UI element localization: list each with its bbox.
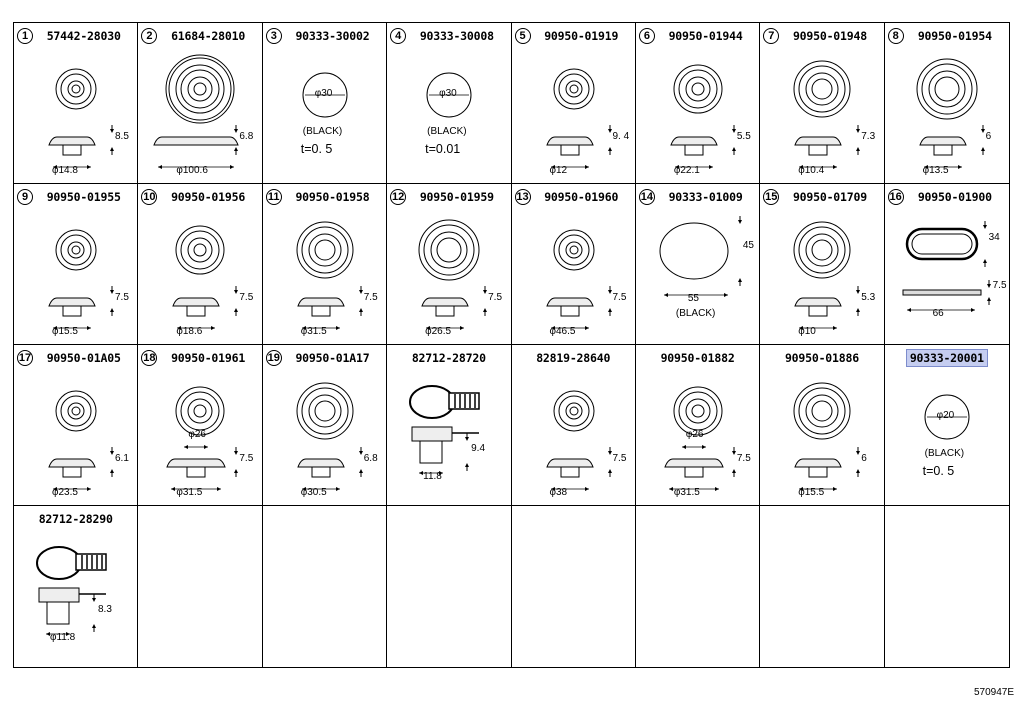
part-drawing	[885, 206, 1009, 344]
part-number: 90950-01960	[544, 190, 619, 204]
cell-header	[17, 26, 134, 46]
part-drawing	[387, 367, 511, 505]
part-number: 57442-28030	[46, 29, 121, 43]
part-cell-90950-01955	[14, 184, 138, 345]
empty-cell	[263, 506, 387, 667]
part-drawing	[885, 45, 1009, 183]
dimension-label: φ100.6	[176, 165, 208, 176]
part-cell-90333-20001	[885, 345, 1009, 506]
part-drawing	[387, 45, 511, 183]
cell-header	[266, 187, 383, 207]
dimension-label: φ30	[439, 88, 457, 99]
item-number-badge: 13	[516, 191, 529, 203]
part-cell-90333-30002	[263, 23, 387, 184]
cell-header	[515, 348, 632, 368]
part-number: 90333-01009	[668, 190, 743, 204]
dimension-label: 7.5	[612, 292, 627, 303]
dimension-label: φ30.5	[300, 487, 327, 498]
part-cell-90333-01009	[636, 184, 760, 345]
dimension-label: 7.5	[115, 292, 129, 303]
part-drawing	[138, 206, 262, 344]
dimension-label: 7.5	[488, 292, 503, 303]
dimension-label: 6	[985, 131, 992, 142]
dimension-label: 6.1	[115, 453, 129, 464]
cell-header	[888, 26, 1006, 46]
dimension-label: 7.5	[239, 453, 254, 464]
dimension-label: φ46.5	[549, 326, 576, 337]
part-cell-90950-01709	[760, 184, 884, 345]
dimension-label: φ13.5	[922, 165, 949, 176]
part-cell-82712-28720	[387, 345, 511, 506]
part-drawing	[760, 206, 884, 344]
part-number: 82819-28640	[536, 351, 611, 365]
dimension-label: φ15.5	[52, 326, 78, 337]
item-number-badge: 2	[141, 28, 157, 44]
dimension-label: φ20	[936, 410, 955, 421]
part-drawing	[263, 45, 387, 183]
part-cell-90950-01960	[512, 184, 636, 345]
dimension-label: 7.5	[992, 280, 1007, 291]
dimension-label: 11.8	[423, 471, 442, 482]
dimension-label: (BLACK)	[924, 448, 965, 459]
item-number-badge: 8	[888, 28, 904, 44]
part-cell-90950-01948	[760, 23, 884, 184]
item-number-badge: 5	[515, 28, 531, 44]
dimension-label: φ12	[549, 165, 568, 176]
dimension-label: (BLACK)	[675, 308, 716, 319]
part-number: 90333-30008	[419, 29, 494, 43]
part-drawing	[636, 206, 760, 344]
cell-header	[266, 348, 383, 368]
item-number-badge: 6	[639, 28, 655, 44]
cell-header	[17, 187, 134, 207]
part-drawing	[14, 528, 138, 666]
dimension-label: φ26	[188, 429, 206, 440]
item-number-badge: 7	[763, 28, 779, 44]
part-cell-90950-01A17	[263, 345, 387, 506]
part-number: 90950-01882	[660, 351, 735, 365]
item-number-badge: 12	[392, 191, 405, 203]
empty-cell	[512, 506, 636, 667]
dimension-label: φ30	[314, 88, 333, 99]
cell-header	[763, 26, 880, 46]
cell-header	[888, 348, 1006, 368]
item-number-badge: 14	[640, 191, 653, 203]
cell-header	[17, 348, 134, 368]
part-drawing	[387, 206, 511, 344]
part-cell-90950-01900	[885, 184, 1009, 345]
dimension-label: 55	[687, 293, 699, 304]
part-number: 82712-28290	[38, 512, 113, 526]
cell-header	[888, 187, 1006, 207]
part-number: 90950-01948	[792, 29, 867, 43]
empty-cell	[138, 506, 262, 667]
part-number: 90333-30002	[295, 29, 370, 43]
part-cell-90950-01882	[636, 345, 760, 506]
part-number: 82712-28720	[411, 351, 486, 365]
part-number: 90950-01919	[544, 29, 619, 43]
part-cell-90950-01886	[760, 345, 884, 506]
part-drawing	[512, 206, 636, 344]
dimension-label: φ10	[798, 326, 816, 337]
part-cell-90950-01956	[138, 184, 262, 345]
part-number: 90950-01958	[295, 190, 370, 204]
dimension-label: φ15.5	[798, 487, 825, 498]
part-number: 90950-01959	[419, 190, 494, 204]
dimension-label: 8.5	[115, 131, 129, 142]
part-cell-82819-28640	[512, 345, 636, 506]
dimension-label: φ18.6	[176, 326, 203, 337]
empty-cell	[636, 506, 760, 667]
cell-header	[763, 187, 880, 207]
part-number: 90950-01955	[46, 190, 121, 204]
dimension-label: 5.3	[861, 292, 876, 303]
part-number: 61684-28010	[171, 29, 246, 43]
part-drawing	[14, 45, 138, 183]
part-cell-82712-28290	[14, 506, 138, 667]
item-number-badge: 10	[143, 191, 156, 203]
dimension-label: t=0.01	[425, 142, 461, 156]
part-drawing	[760, 367, 884, 505]
dimension-label: 66	[932, 308, 944, 319]
part-cell-61684-28010	[138, 23, 262, 184]
cell-header	[390, 187, 507, 207]
dimension-label: 6.8	[239, 131, 254, 142]
part-number: 90950-01A05	[46, 351, 121, 365]
cell-header	[639, 187, 756, 207]
dimension-label: φ11.8	[50, 632, 76, 643]
cell-header	[266, 26, 383, 46]
cell-header	[515, 26, 632, 46]
part-drawing	[636, 45, 760, 183]
dimension-label: 7.5	[736, 453, 751, 464]
dimension-label: 6.8	[363, 453, 378, 464]
dimension-label: φ14.8	[52, 165, 78, 176]
empty-cell	[760, 506, 884, 667]
item-number-badge: 1	[17, 28, 33, 44]
dimension-label: φ22.1	[673, 165, 700, 176]
cell-header	[639, 348, 756, 368]
item-number-badge: 18	[143, 352, 156, 364]
part-drawing	[512, 45, 636, 183]
part-cell-57442-28030	[14, 23, 138, 184]
part-drawing	[760, 45, 884, 183]
part-cell-90333-30008	[387, 23, 511, 184]
part-number: 90950-01956	[171, 190, 246, 204]
cell-header	[141, 348, 258, 368]
part-number: 90950-01954	[917, 29, 992, 43]
part-drawing	[14, 367, 138, 505]
item-number-badge: 15	[765, 191, 778, 203]
dimension-label: φ31.5	[673, 487, 700, 498]
part-number: 90950-01900	[917, 190, 992, 204]
cell-header	[763, 348, 880, 368]
part-number: 90950-01961	[171, 351, 246, 365]
dimension-label: φ26	[685, 429, 704, 440]
part-drawing	[263, 206, 387, 344]
cell-header	[390, 26, 507, 46]
item-number-badge: 3	[266, 28, 282, 44]
part-cell-90950-01961	[138, 345, 262, 506]
part-cell-90950-01959	[387, 184, 511, 345]
part-cell-90950-01919	[512, 23, 636, 184]
dimension-label: 7.5	[363, 292, 378, 303]
item-number-badge: 9	[17, 189, 33, 205]
part-drawing	[512, 367, 636, 505]
dimension-label: φ38	[549, 487, 568, 498]
dimension-label: (BLACK)	[427, 126, 467, 137]
cell-header	[639, 26, 756, 46]
cell-header	[17, 509, 134, 529]
dimension-label: 34	[988, 232, 1000, 243]
highlighted-part-number[interactable]: 90333-20001	[888, 351, 1006, 365]
cell-header	[141, 187, 258, 207]
part-number: 90950-01886	[784, 351, 859, 365]
part-number: 90950-01944	[668, 29, 743, 43]
dimension-label: 9.4	[471, 443, 486, 454]
dimension-label: 5.5	[736, 131, 751, 142]
part-cell-90950-01A05	[14, 345, 138, 506]
dimension-label: φ26.5	[425, 326, 452, 337]
dimension-label: φ31.5	[300, 326, 327, 337]
empty-cell	[387, 506, 511, 667]
part-drawing	[885, 367, 1009, 505]
item-number-badge: 16	[889, 191, 902, 203]
part-drawing	[14, 206, 138, 344]
illustration-reference-code: 570947E	[973, 687, 1014, 698]
part-cell-90950-01944	[636, 23, 760, 184]
dimension-label: 6	[861, 453, 867, 464]
cell-header	[141, 26, 258, 46]
part-number: 90950-01A17	[295, 351, 370, 365]
parts-grid	[13, 22, 1010, 668]
dimension-label: (BLACK)	[302, 126, 343, 137]
item-number-badge: 11	[266, 189, 282, 205]
dimension-label: φ31.5	[176, 487, 203, 498]
dimension-label: 7.5	[612, 453, 627, 464]
part-number: 90950-01709	[792, 190, 867, 204]
dimension-label: 8.3	[98, 604, 112, 615]
part-cell-90950-01958	[263, 184, 387, 345]
part-drawing	[263, 367, 387, 505]
dimension-label: 9. 4	[612, 131, 630, 142]
dimension-label: 7.3	[861, 131, 876, 142]
item-number-badge: 17	[18, 352, 32, 364]
dimension-label: φ10.4	[798, 165, 825, 176]
part-drawing	[138, 45, 262, 183]
empty-cell	[885, 506, 1009, 667]
dimension-label: 45	[742, 240, 754, 251]
item-number-badge: 19	[267, 352, 280, 364]
dimension-label: φ23.5	[52, 487, 78, 498]
cell-header	[515, 187, 632, 207]
part-cell-90950-01954	[885, 23, 1009, 184]
item-number-badge: 4	[390, 28, 406, 44]
cell-header	[390, 348, 507, 368]
dimension-label: t=0. 5	[300, 142, 333, 156]
dimension-label: 7.5	[239, 292, 254, 303]
dimension-label: t=0. 5	[922, 464, 955, 478]
